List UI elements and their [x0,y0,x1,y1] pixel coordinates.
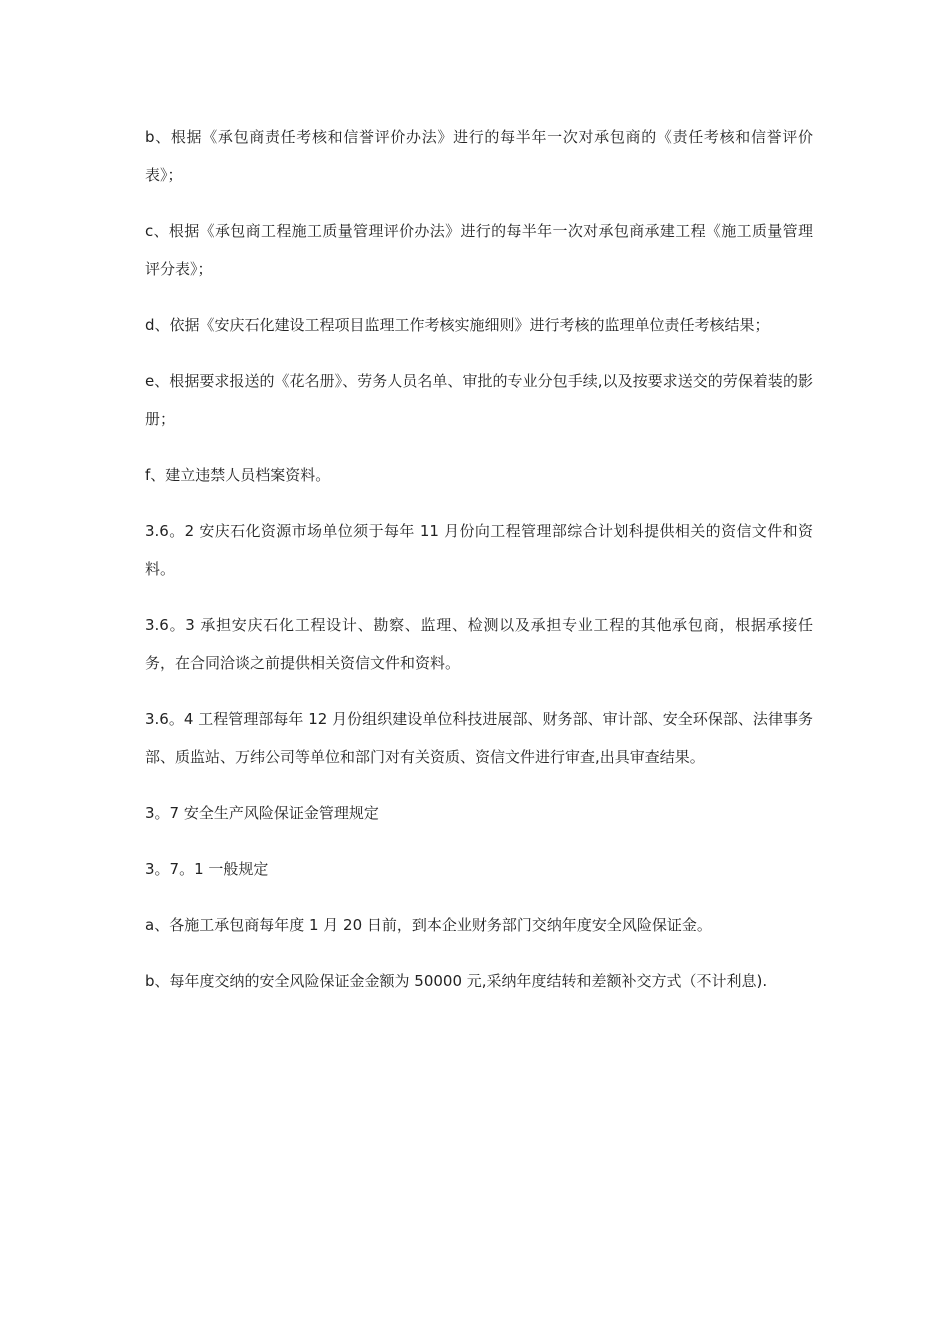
paragraph-f-violation-records: f、建立违禁人员档案资料。 [145,466,331,484]
section-3-6-2: 3.6。2 安庆石化资源市场单位须于每年 11 月份向工程管理部综合计划科提供相关的资信文件和资料。 [145,522,813,578]
document-body [145,118,813,1018]
paragraph-e-roster-submission: e、根据要求报送的《花名册》、劳务人员名单、审批的专业分包手续,以及按要求送交的劳保着装的影册； [145,372,813,428]
section-3-7-1-heading: 3。7。1 一般规定 [145,860,269,878]
section-3-6-3: 3.6。3 承担安庆石化工程设计、勘察、监理、检测以及承担专业工程的其他承包商，根据承接任务，在合同洽谈之前提供相关资信文件和资料。 [145,616,813,672]
paragraph-a-deposit-deadline: a、各施工承包商每年度 1 月 20 日前，到本企业财务部门交纳年度安全风险保证金。 [145,916,712,934]
paragraph-b-evaluation-table: b、根据《承包商责任考核和信誉评价办法》进行的每半年一次对承包商的《责任考核和信誉评价表》； [145,128,813,184]
paragraph-b-deposit-amount: b、每年度交纳的安全风险保证金金额为 50000 元,采纳年度结转和差额补交方式（不计利息). [145,972,768,990]
section-3-6-4: 3.6。4 工程管理部每年 12 月份组织建设单位科技进展部、财务部、审计部、安全环保部、法律事务部、质监站、万纬公司等单位和部门对有关资质、资信文件进行审查,出具审查结果。 [145,710,813,766]
section-3-7-heading: 3。7 安全生产风险保证金管理规定 [145,804,379,822]
paragraph-c-quality-score-table: c、根据《承包商工程施工质量管理评价办法》进行的每半年一次对承包商承建工程《施工质量管理评分表》； [145,222,813,278]
paragraph-d-supervision-results: d、依据《安庆石化建设工程项目监理工作考核实施细则》进行考核的监理单位责任考核结果； [145,316,770,334]
